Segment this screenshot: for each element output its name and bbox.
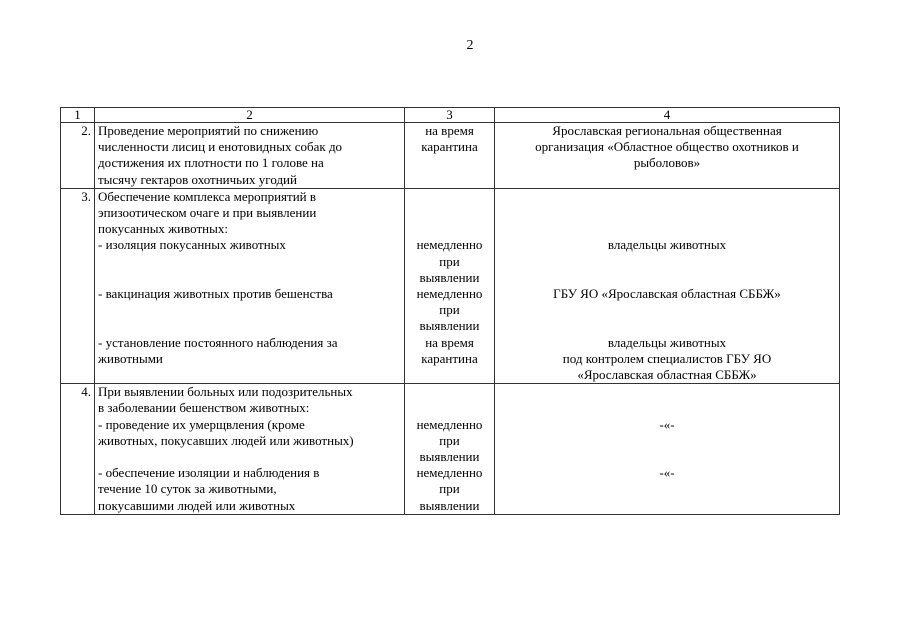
text-line: животных, покусавших людей или животных) <box>98 432 354 448</box>
table-row <box>61 123 840 189</box>
text-line: ГБУ ЯО «Ярославская областная СББЖ» <box>553 286 781 301</box>
text-line: - проведение их умерщвления (кроме <box>98 416 305 432</box>
measure-description <box>95 384 405 515</box>
text-line: на время <box>425 123 474 138</box>
text-line: немедленно <box>416 416 483 432</box>
measure-term <box>405 384 495 515</box>
measures-table <box>60 107 840 515</box>
text-line: владельцы животных <box>607 334 727 350</box>
text-line: немедленно <box>416 286 483 302</box>
text-line: владельцы животных <box>607 237 727 253</box>
text-line: - вакцинация животных против бешенства <box>98 286 333 302</box>
text-line: при <box>439 432 460 448</box>
measure-responsible <box>495 188 840 383</box>
text-line: животными <box>98 350 163 366</box>
text-line: под контролем специалистов ГБУ ЯО <box>562 350 772 366</box>
text-line: - установление постоянного наблюдения за <box>98 334 338 350</box>
text-line: при <box>439 302 460 318</box>
text-line: эпизоотическом очаге и при выявлении <box>98 205 317 221</box>
text-line: покусанных животных: <box>98 221 228 237</box>
text-line: Обеспечение комплекса мероприятий в <box>98 188 317 204</box>
text-line: немедленно <box>416 237 483 253</box>
text-line: -«- <box>659 465 675 481</box>
text-line: - изоляция покусанных животных <box>98 237 286 253</box>
text-line: -«- <box>659 416 675 432</box>
row-number: 4. <box>61 384 95 515</box>
text-line: Ярославская региональная общественная <box>552 123 782 138</box>
header-col-1: 1 <box>61 108 95 123</box>
text-line: численности лисиц и енотовидных собак до <box>98 139 343 155</box>
page-number: 2 <box>466 38 474 53</box>
measure-term <box>405 123 495 189</box>
text-line: в заболевании бешенством животных: <box>98 400 310 416</box>
text-line: течение 10 суток за животными, <box>98 481 277 497</box>
text-line: выявлении <box>419 269 480 285</box>
text-line: Проведение мероприятий по снижению <box>98 123 319 138</box>
measure-responsible <box>495 123 840 189</box>
text-line: рыболовов» <box>633 155 701 171</box>
text-line: «Ярославская областная СББЖ» <box>577 367 757 382</box>
measure-responsible <box>495 384 840 515</box>
header-col-3: 3 <box>405 108 495 123</box>
text-line: на время <box>425 334 474 350</box>
table-row <box>61 384 840 515</box>
text-line: При выявлении больных или подозрительных <box>98 384 353 400</box>
text-line: покусавшими людей или животных <box>98 497 296 513</box>
text-line: при <box>439 253 460 269</box>
text-line: организация «Областное общество охотников и <box>535 139 799 155</box>
text-line: карантина <box>421 139 478 155</box>
row-number: 2. <box>61 123 95 189</box>
measure-term <box>405 188 495 383</box>
text-line: карантина <box>421 350 478 366</box>
measure-description <box>95 188 405 383</box>
header-col-2: 2 <box>95 108 405 123</box>
measure-description <box>95 123 405 189</box>
text-line: - обеспечение изоляции и наблюдения в <box>98 465 320 481</box>
text-line: немедленно <box>416 465 483 481</box>
text-line: выявлении <box>419 449 480 464</box>
text-line: достижения их плотности по 1 голове на <box>98 155 324 171</box>
table-header-row <box>61 108 840 123</box>
text-line: тысячу гектаров охотничьих угодий <box>98 171 297 187</box>
table-row <box>61 188 840 383</box>
text-line: при <box>439 481 460 497</box>
text-line: выявлении <box>419 318 480 334</box>
text-line: выявлении <box>419 497 480 513</box>
header-col-4: 4 <box>495 108 840 123</box>
row-number: 3. <box>61 188 95 383</box>
